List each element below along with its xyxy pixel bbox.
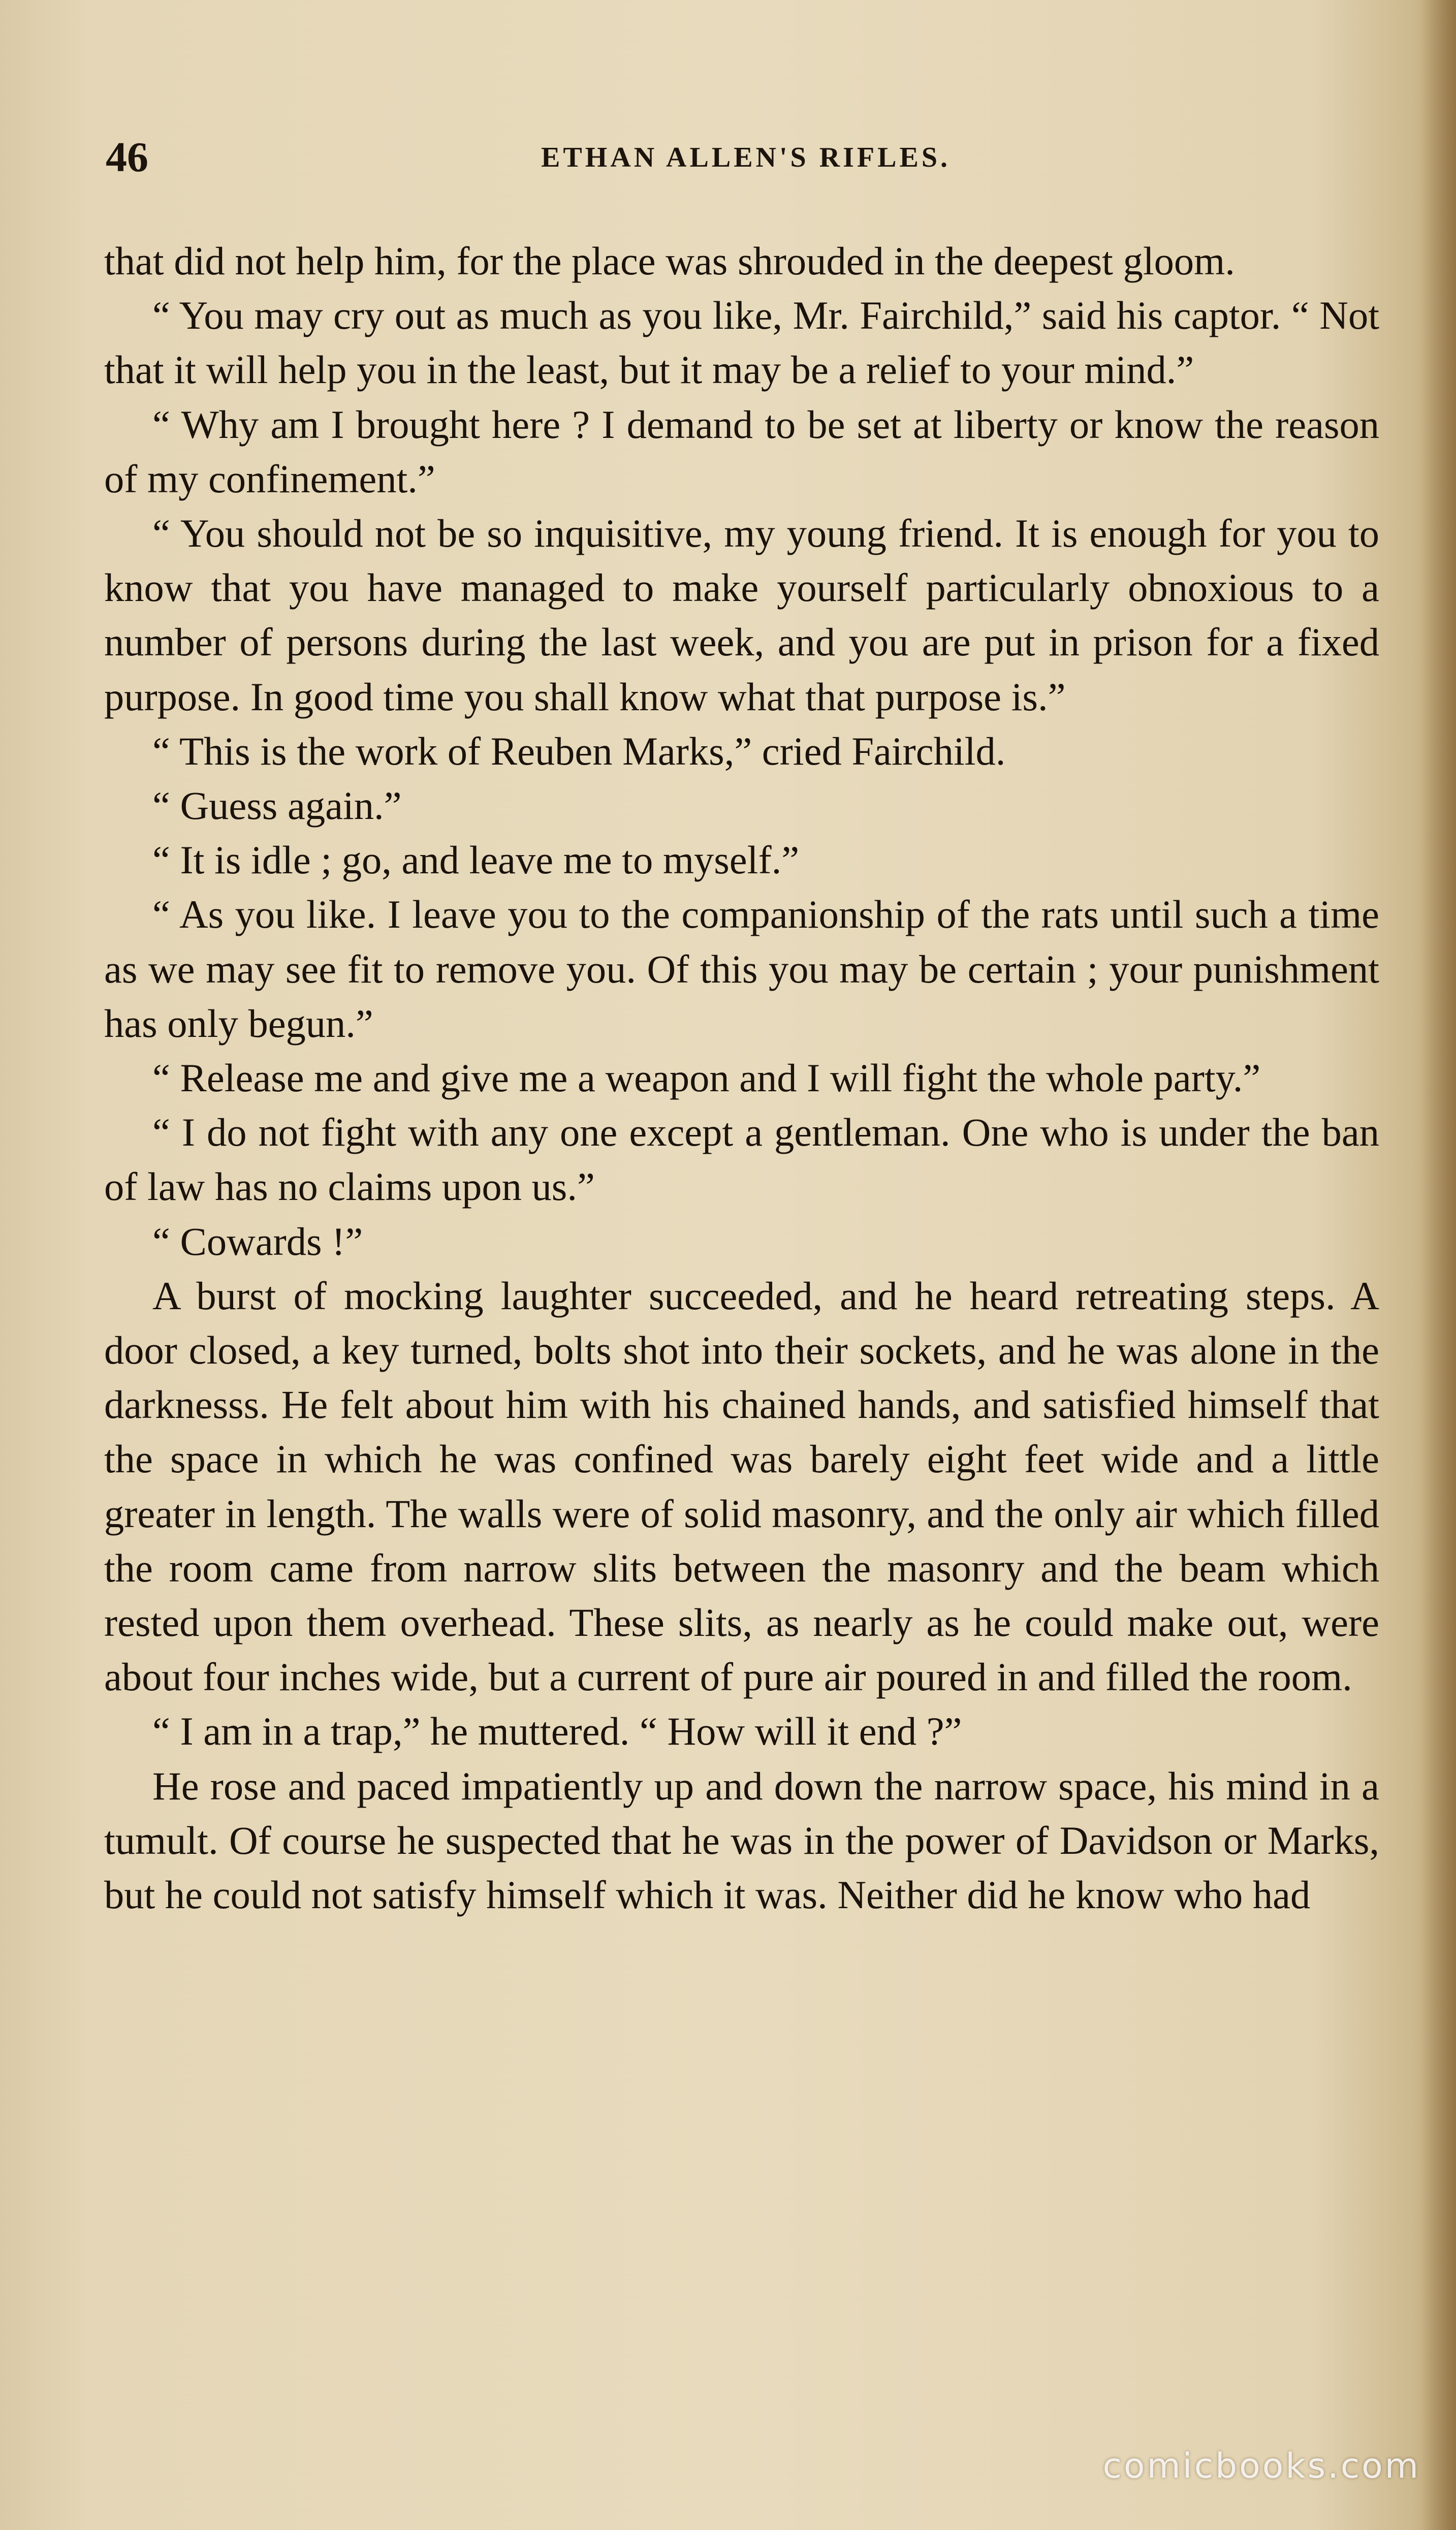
paragraph: A burst of mocking laughter succeeded, and he heard retreating steps. A door closed, a key turned, bolts shot into their sockets, and he was alone in the darknesss. He felt about him with his chained hands, and satisfied himself that the space in which he was confined was barely eight feet wide and a little greater in length. The walls were of solid masonry, and the only air which filled the room came from narrow slits between the masonry and the beam which rested upon them overhead. These slits, as nearly as he could make out, were about four inches wide, but a current of pure air poured in and filled the room.: [104, 1273, 1379, 1699]
paragraph: “ It is idle ; go, and leave me to myself.”: [152, 838, 800, 882]
paragraph: “ Cowards !”: [152, 1219, 363, 1263]
paragraph: “ As you like. I leave you to the companionship of the rats until such a time as we may see fit to remove you. Of this you may be certain ; your punishment has only begun.”: [104, 892, 1379, 1046]
paragraph: “ You may cry out as much as you like, Mr. Fairchild,” said his captor. “ Not that it will help you in the least, but it may be a relief to your mind.”: [104, 293, 1379, 392]
paragraph: “ You should not be so inquisitive, my young friend. It is enough for you to know that you have managed to make yourself particularly obnoxious to a number of persons during the last week, and you are put in prison for a fixed purpose. In good time you shall know what that purpose is.”: [104, 511, 1379, 719]
page-number: 46: [106, 134, 148, 181]
paragraph: He rose and paced impatiently up and down the narrow space, his mind in a tumult. Of course he suspected that he was in the power of Davidson or Marks, but he could not satisfy himself which it was. Neither did he know who had: [104, 1763, 1379, 1917]
paragraph: “ Guess again.”: [152, 783, 402, 828]
paragraph: “ I am in a trap,” he muttered. “ How will it end ?”: [152, 1709, 962, 1754]
body-text: [104, 234, 1379, 1922]
paragraph: “ Release me and give me a weapon and I will fight the whole party.”: [152, 1056, 1261, 1100]
watermark: comicbooks.com: [1102, 2446, 1420, 2486]
paragraph: “ This is the work of Reuben Marks,” cried Fairchild.: [152, 729, 1006, 773]
paragraph: that did not help him, for the place was shrouded in the deepest gloom.: [104, 239, 1235, 283]
running-title: ETHAN ALLEN'S RIFLES.: [541, 142, 951, 173]
running-head: [106, 130, 1386, 185]
paragraph: “ Why am I brought here ? I demand to be set at liberty or know the reason of my confinement.”: [104, 402, 1379, 501]
paragraph: “ I do not fight with any one except a gentleman. One who is under the ban of law has no claims upon us.”: [104, 1110, 1379, 1209]
